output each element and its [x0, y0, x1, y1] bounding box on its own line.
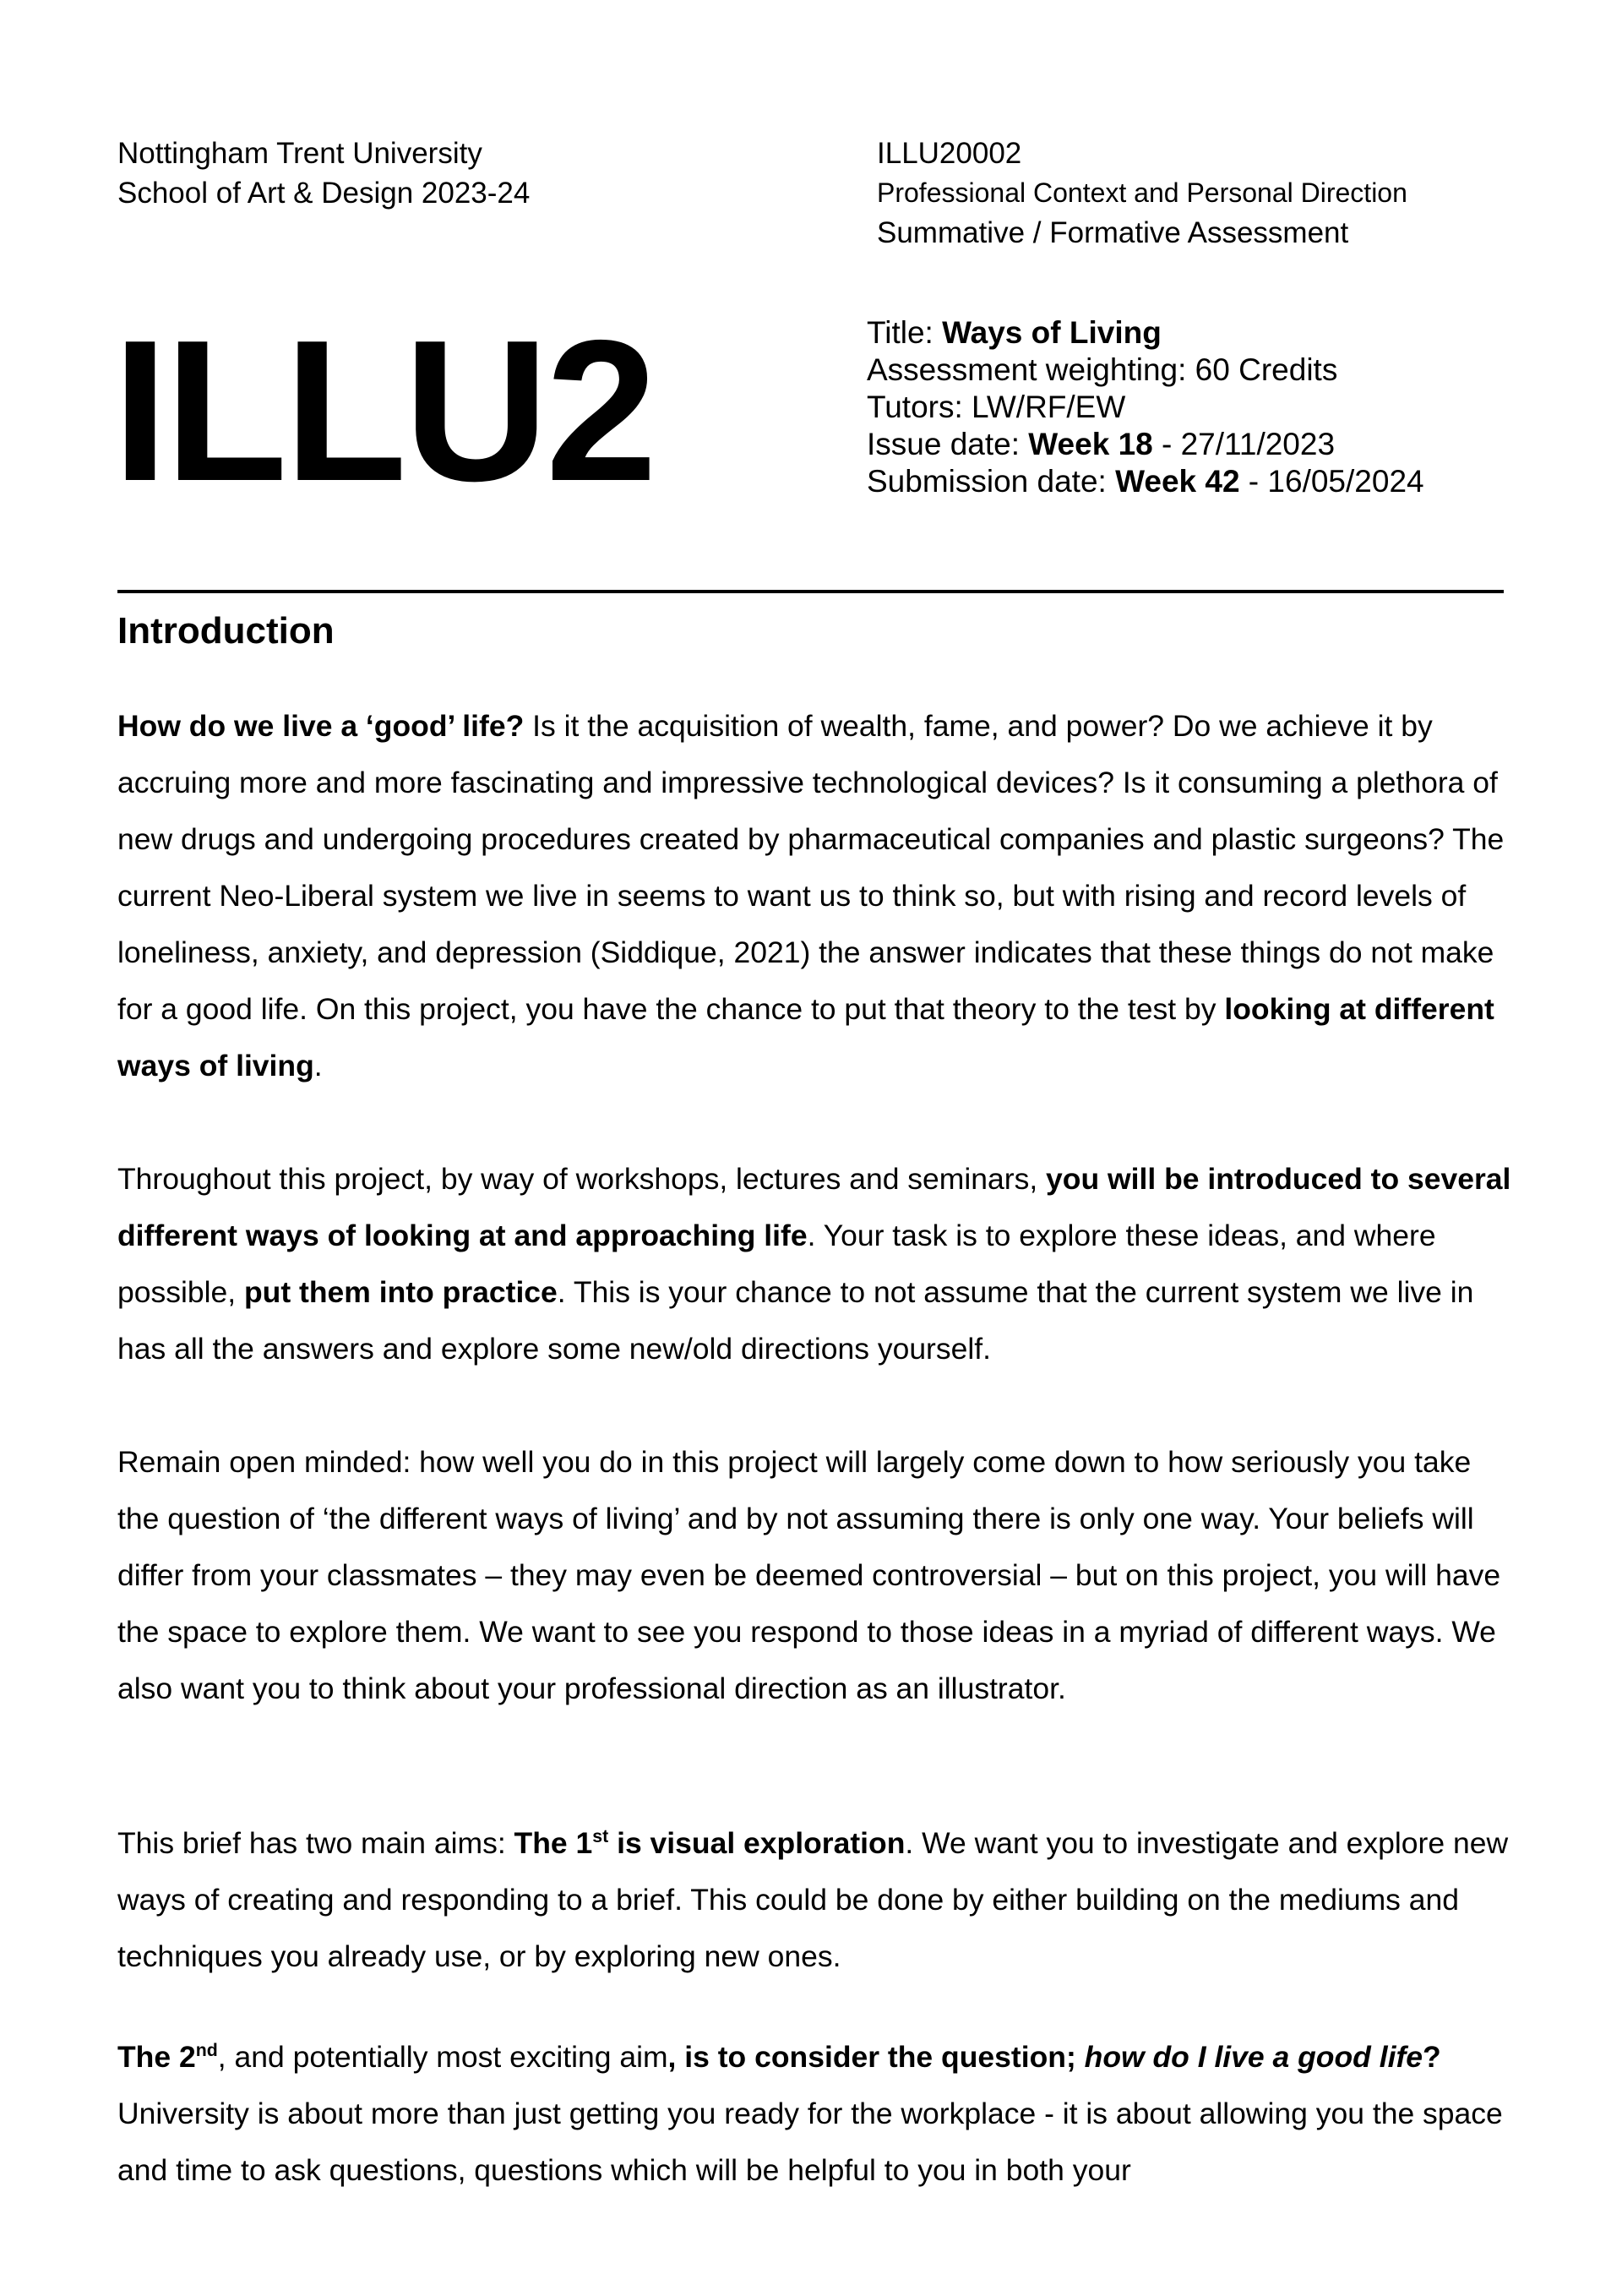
intro-paragraph-4	[117, 1815, 1520, 1985]
brief-meta	[867, 314, 1424, 500]
section-divider	[117, 590, 1504, 593]
p5-bold-2: , is to consider the question;	[667, 2040, 1085, 2074]
p1-body: Is it the acquisition of wealth, fame, and power? Do we achieve it by accruing more and more fascinating and impressive technological devices? Is it consuming a plethora of new drugs and undergoing procedures created by pharmaceutical companies and plastic surgeons? The current Neo-Liberal system we live in seems to want us to think so, but with rising and record levels of loneliness, anxiety, and depression (Siddique, 2021) the answer indicates that these things do not make for a good life. On this project, you have the chance to put that theory to the test by	[117, 709, 1505, 1026]
meta-submission-label: Submission date:	[867, 464, 1116, 499]
meta-issue-week: Week 18	[1028, 427, 1153, 461]
meta-submission-date	[867, 463, 1424, 500]
meta-issue-value: - 27/11/2023	[1152, 427, 1336, 461]
header-right	[877, 134, 1407, 253]
module-code: ILLU20002	[877, 137, 1022, 170]
meta-tutors: Tutors: LW/RF/EW	[867, 390, 1126, 424]
meta-issue-date	[867, 426, 1424, 463]
intro-paragraph-2	[117, 1151, 1520, 1377]
p4-text-2: . We want you to investigate and explore new ways of creating and responding to a brief. This could be done by either building on the mediums and techniques you already use, or by exploring new ones.	[117, 1826, 1509, 1973]
assessment-type: Summative / Formative Assessment	[877, 216, 1349, 249]
p5-bold-1: The 2nd	[117, 2040, 218, 2074]
intro-paragraph-3: Remain open minded: how well you do in this project will largely come down to how seriously you take the question of ‘the different ways of living’ and by not assuming there is only one way. Your beliefs will differ from your classmates – they may even be deemed controversial – but on this project, you will have the space to explore them. We want to see you respond to those ideas in a myriad of different ways. We also want you to think about your professional direction as an illustrator.	[117, 1445, 1501, 1705]
p5-bold-3: ?	[1423, 2040, 1441, 2074]
meta-submission-value: - 16/05/2024	[1239, 464, 1424, 499]
meta-issue-label: Issue date:	[867, 427, 1029, 461]
course-code-large: ILLU2	[112, 299, 655, 523]
header-left	[117, 134, 530, 213]
p2-bold-2: put them into practice	[243, 1275, 558, 1309]
p5-text-2: University is about more than just getting you ready for the workplace - it is about allowing you the space and time to ask questions, questions which will be helpful to you in both your	[117, 2097, 1503, 2187]
meta-weighting: Assessment weighting: 60 Credits	[867, 352, 1338, 387]
section-heading-introduction: Introduction	[117, 610, 335, 652]
meta-submission-week: Week 42	[1115, 464, 1240, 499]
p2-bold-1: you will be introduced to several different ways of looking at and approaching life	[117, 1162, 1511, 1252]
meta-title	[867, 314, 1424, 352]
intro-paragraph-5	[117, 2029, 1520, 2199]
intro-paragraph-1	[117, 698, 1520, 1094]
p1-bold-end: looking at different ways of living	[117, 992, 1494, 1083]
p1-bold-question: How do we live a ‘good’ life?	[117, 709, 525, 743]
p2-text-3: . This is your chance to not assume that the current system we live in has all the answers and explore some new/old directions yourself.	[117, 1275, 1474, 1366]
p5-text-1: , and potentially most exciting aim	[217, 2040, 668, 2074]
p1-end: .	[313, 1049, 323, 1083]
institution-name: Nottingham Trent University	[117, 137, 482, 170]
module-name: Professional Context and Personal Direction	[877, 177, 1407, 208]
p2-text-1: Throughout this project, by way of workshops, lectures and seminars,	[117, 1162, 1047, 1196]
p4-text-1: This brief has two main aims:	[117, 1826, 514, 1860]
meta-title-label: Title:	[867, 315, 943, 350]
school-name: School of Art & Design 2023-24	[117, 177, 531, 210]
meta-title-value: Ways of Living	[942, 315, 1162, 350]
p5-bold-italic: how do I live a good life	[1084, 2040, 1423, 2074]
p2-text-2: . Your task is to explore these ideas, and where possible,	[117, 1219, 1436, 1309]
p4-bold-1: The 1st is visual exploration	[514, 1826, 906, 1860]
